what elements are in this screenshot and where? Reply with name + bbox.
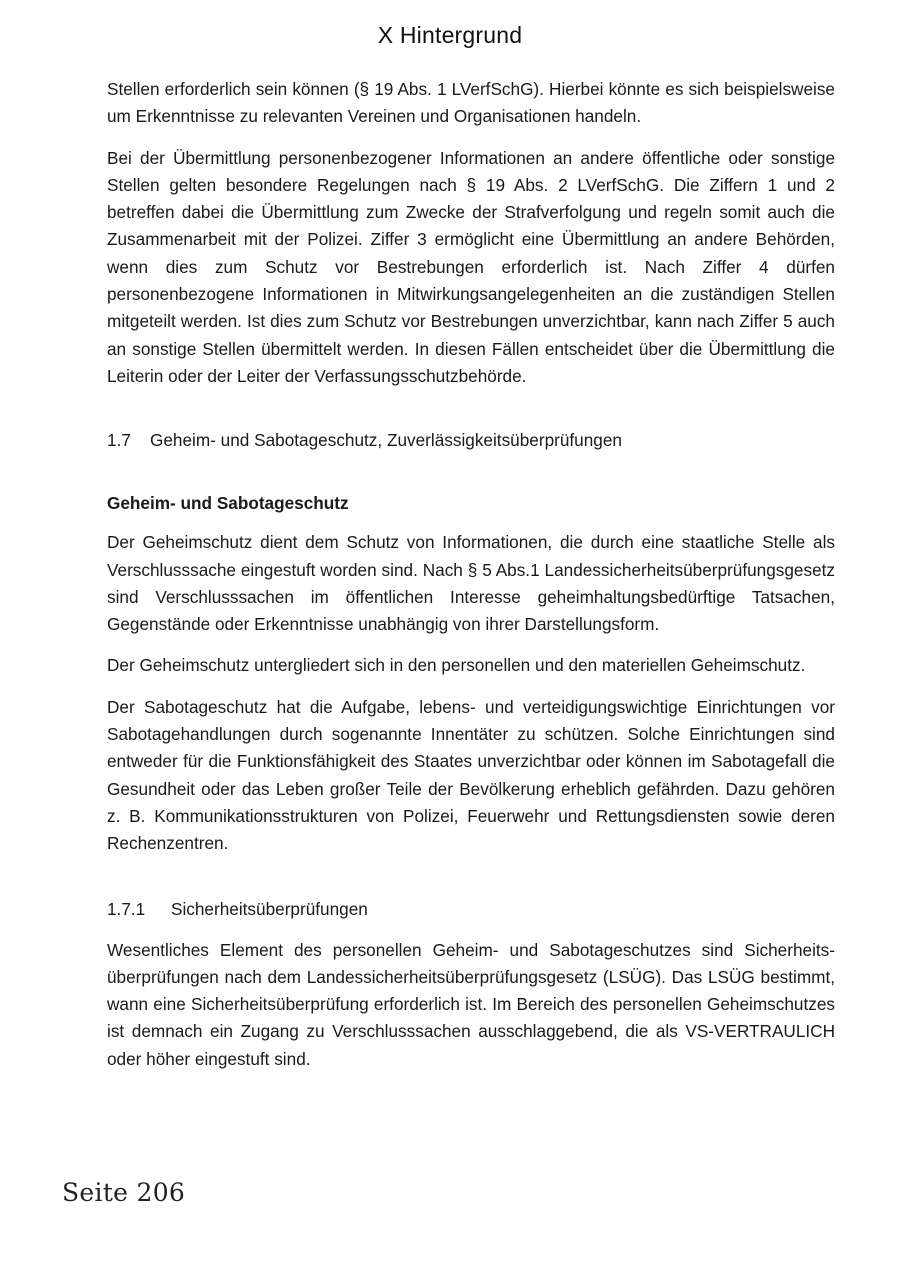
subsection-title: Sicherheitsüberprüfungen: [171, 898, 368, 919]
section-number: 1.7: [107, 430, 131, 451]
page-body: [107, 76, 835, 1087]
subsection-heading-1-7-1: [107, 896, 835, 923]
section-heading-1-7: [107, 427, 835, 454]
subheading-geheim-sabotageschutz: Geheim- und Sabotageschutz: [107, 493, 349, 514]
page-number: Seite 206: [62, 1178, 186, 1207]
running-header-title: X Hintergrund: [377, 22, 523, 48]
paragraph-sicherheitsueberpruefungen: Wesentliches Element des personellen Geheim- und Sabotageschutzes sind Sicherheitsüberprüfungen nach dem Landessicherheitsüberprüfungsgesetz (LSÜG). Das LSÜG bestimmt, wann eine Sicherheitsüberprüfung erforderlich ist. Im Bereich des personellen Geheimschutzes ist demnach ein Zugang zu Verschlusssachen ausschlaggebend, die als VS-VERTRAULICH oder höher eingestuft sind.: [107, 939, 835, 1069]
paragraph-geheimschutz-1: Der Geheimschutz dient dem Schutz von Informationen, die durch eine staatliche Stelle als Verschlusssache eingestuft worden sind. Nach § 5 Abs.1 Landessicherheitsüberprüfungsgesetz sind Verschlusssachen im öffentlichen Interesse geheimhaltungsbedürftige Tatsachen, Gegenstände oder Erkenntnisse unabhängig von ihrer Darstellungsform.: [107, 532, 835, 635]
subsection-number: 1.7.1: [107, 898, 146, 919]
section-title: Geheim- und Sabotageschutz, Zuverlässigkeitsüberprüfungen: [150, 430, 622, 451]
paragraph-sabotageschutz: Der Sabotageschutz hat die Aufgabe, lebens- und verteidigungswichtige Einrichtungen vor Sabotagehandlungen durch sogenannte Innentäter zu schützen. Solche Einrichtungen sind entweder für die Funktionsfähigkeit des Staates unverzichtbar oder können im Sabotagefall die Gesundheit oder das Leben großer Teile der Bevölkerung erheblich gefährden. Dazu gehören z. B. Kommunikationsstrukturen von Polizei, Feuerwehr und Rettungsdiensten sowie deren Rechenzentren.: [107, 696, 835, 854]
paragraph-geheimschutz-2: Der Geheimschutz untergliedert sich in den personellen und den materiellen Geheimschutz.: [107, 655, 806, 676]
paragraph-intro-1: Stellen erforderlich sein können (§ 19 Abs. 1 LVerfSchG). Hierbei könnte es sich beispielsweise um Erkenntnisse zu relevanten Vereinen und Organisationen handeln.: [107, 79, 835, 127]
paragraph-intro-2: Bei der Übermittlung personenbezogener Informationen an andere öffentliche oder sonstige Stellen gelten besondere Regelungen nach § 19 Abs. 2 LVerfSchG. Die Ziffern 1 und 2 betreffen dabei die Übermittlung zum Zwecke der Strafverfolgung und regeln somit auch die Zusammenarbeit mit der Polizei. Ziffer 3 ermöglicht eine Übermittlung an andere Behörden, wenn dies zum Schutz vor Bestrebungen erforderlich ist. Nach Ziffer 4 dürfen personenbezogene Informationen in Mitwirkungsangelegenheiten an die zuständigen Stellen mitgeteilt werden. Ist dies zum Schutz vor Bestrebungen unverzichtbar, kann nach Ziffer 5 auch an sonstige Stellen übermittelt werden. In diesen Fällen entscheidet über die Übermittlung die Leiterin oder der Leiter der Verfassungsschutzbehörde.: [107, 147, 835, 386]
